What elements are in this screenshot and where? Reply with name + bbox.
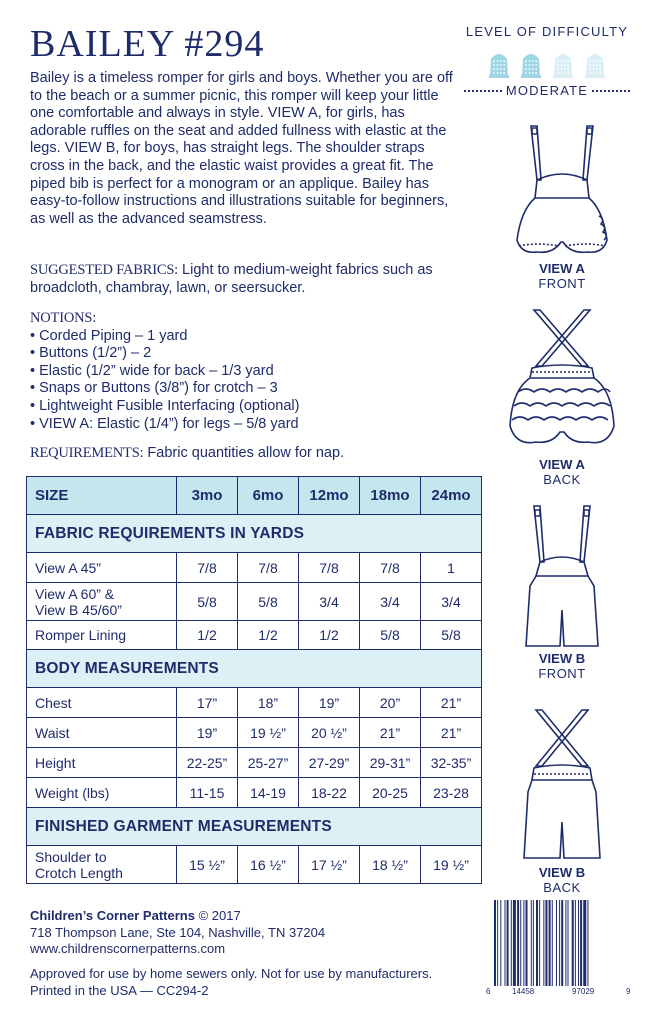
size-header: 3mo [177, 477, 238, 515]
size-header: 18mo [360, 477, 421, 515]
table-cell: 17 ½” [299, 846, 360, 884]
notion-item: • VIEW A: Elastic (1/4”) for legs – 5/8 yard [30, 416, 460, 434]
barcode-bar [517, 900, 519, 986]
view-b-front [492, 500, 632, 681]
table-cell: 19” [299, 688, 360, 718]
view-side: FRONT [538, 276, 586, 291]
row-label: Height [27, 748, 177, 778]
table-cell: 21” [360, 718, 421, 748]
barcode-bar [505, 900, 506, 986]
table-cell: 16 ½” [238, 846, 299, 884]
table-cell: 3/4 [360, 583, 421, 621]
finished-section-title: FINISHED GARMENT MEASUREMENTS [27, 808, 482, 846]
table-cell: 14-19 [238, 778, 299, 808]
barcode-bar [511, 900, 512, 986]
romper-view-b-front-illustration [512, 500, 612, 650]
table-cell: 11-15 [177, 778, 238, 808]
printed-note: Printed in the USA — CC294-2 [30, 982, 209, 998]
website: www.childrenscornerpatterns.com [30, 941, 226, 956]
table-row [27, 748, 482, 778]
barcode-bar [494, 900, 496, 986]
row-label-line: View B 45/60” [35, 601, 122, 618]
requirements-note [30, 445, 460, 463]
barcode-bar [526, 900, 528, 986]
difficulty-rating: MODERATE [505, 83, 589, 98]
notion-item: • Elastic (1/2” wide for back – 1/3 yard [30, 363, 460, 381]
barcode-bar [578, 900, 579, 986]
notion-item: • Snaps or Buttons (3/8”) for crotch – 3 [30, 380, 460, 398]
thimble-icon [550, 49, 576, 79]
table-cell: 5/8 [238, 583, 299, 621]
row-label: Chest [27, 688, 177, 718]
barcode-bar [575, 900, 576, 986]
barcode-bar [556, 900, 557, 986]
table-cell: 7/8 [238, 553, 299, 583]
suggested-fabrics [30, 262, 460, 297]
difficulty-rating-row [464, 83, 630, 98]
pattern-description: Bailey is a timeless romper for girls and boys. Whether you are off to the beach or a summer picnic, this romper will keep your little one comfortable and always in style. VIEW A, for girls, has adorable ruffles on the seat and added fullness with elastic at the legs. VIEW B, for boys, has straight legs. The shoulder straps cross in the back, and the elastic waist provides a great fit. The piped bib is perfect for a monogram or an applique. Bailey has easy-to-follow instructions and illustrations suitable for beginners, as well as the advanced seamstress. [30, 70, 453, 227]
section-row [27, 808, 482, 846]
table-cell: 32-35” [421, 748, 482, 778]
barcode-digits: 14458 [512, 987, 535, 996]
table-cell: 21” [421, 718, 482, 748]
table-row [27, 553, 482, 583]
view-b-back [492, 706, 632, 895]
fabric-section-title: FABRIC REQUIREMENTS IN YARDS [27, 515, 482, 553]
table-cell: 7/8 [177, 553, 238, 583]
romper-view-b-back-illustration [512, 706, 612, 864]
barcode-bar [520, 900, 521, 986]
table-cell: 18-22 [299, 778, 360, 808]
romper-view-a-back-illustration [502, 306, 622, 456]
table-cell: 20-25 [360, 778, 421, 808]
notions-section [30, 310, 460, 433]
view-a-front [492, 118, 632, 291]
table-cell: 18 ½” [360, 846, 421, 884]
row-label-line: Crotch Length [35, 864, 123, 881]
view-a-back [492, 306, 632, 487]
size-header: 12mo [299, 477, 360, 515]
table-cell: 19 ½” [421, 846, 482, 884]
table-cell: 17” [177, 688, 238, 718]
thimble-icon [582, 49, 608, 79]
table-cell: 3/4 [421, 583, 482, 621]
dotted-divider [464, 90, 502, 92]
barcode-bar [536, 900, 538, 986]
approval-note: Approved for use by home sewers only. Not for use by manufacturers. [30, 966, 433, 981]
table-row [27, 778, 482, 808]
barcode-bar [568, 900, 569, 986]
table-cell: 22-25” [177, 748, 238, 778]
address: 718 Thompson Lane, Ste 104, Nashville, TN 37204 [30, 924, 326, 940]
requirements-label: REQUIREMENTS: [30, 445, 144, 461]
barcode-bar [587, 900, 588, 986]
row-label: Weight (lbs) [27, 778, 177, 808]
thimble-icon [518, 49, 544, 79]
table-cell: 1/2 [238, 621, 299, 650]
view-side: BACK [543, 880, 581, 895]
thimble-icon [486, 49, 512, 79]
size-column-header: SIZE [27, 477, 177, 515]
fabrics-label: SUGGESTED FABRICS: [30, 262, 179, 278]
row-label: Romper Lining [27, 621, 177, 650]
table-cell: 5/8 [360, 621, 421, 650]
barcode-bar [559, 900, 560, 986]
barcode-bar [533, 900, 534, 986]
difficulty-thimbles [464, 49, 630, 79]
barcode-bar [539, 900, 540, 986]
barcode-bar [500, 900, 501, 986]
notion-item: • Corded Piping – 1 yard [30, 328, 460, 346]
table-cell: 1/2 [177, 621, 238, 650]
table-cell: 1 [421, 553, 482, 583]
barcode-digit: 9 [626, 987, 631, 996]
view-side: FRONT [538, 666, 586, 681]
table-cell: 1/2 [299, 621, 360, 650]
table-cell: 23-28 [421, 778, 482, 808]
notion-item: • Buttons (1/2”) – 2 [30, 345, 460, 363]
size-header: 24mo [421, 477, 482, 515]
view-label: VIEW B [538, 651, 586, 666]
view-label: VIEW B [538, 865, 586, 880]
table-cell: 7/8 [299, 553, 360, 583]
table-cell: 3/4 [299, 583, 360, 621]
copyright: © 2017 [194, 908, 241, 923]
table-cell: 15 ½” [177, 846, 238, 884]
barcode-bar [545, 900, 547, 986]
barcode-digit: 6 [486, 987, 491, 996]
dotted-divider [592, 90, 630, 92]
barcode [484, 896, 634, 1000]
barcode-bar [583, 900, 586, 986]
table-row [27, 621, 482, 650]
company-name: Children’s Corner Patterns [30, 908, 195, 923]
barcode-bar [552, 900, 553, 986]
copyright-line [30, 908, 325, 925]
row-label [27, 583, 177, 621]
row-label: View A 45” [27, 553, 177, 583]
notions-label: NOTIONS: [30, 310, 97, 326]
table-row [27, 583, 482, 621]
row-label: Waist [27, 718, 177, 748]
barcode-bar [531, 900, 532, 986]
table-cell: 5/8 [177, 583, 238, 621]
table-cell: 18” [238, 688, 299, 718]
row-label [27, 846, 177, 884]
barcode-bar [507, 900, 509, 986]
table-cell: 5/8 [421, 621, 482, 650]
view-label: VIEW A [539, 457, 585, 472]
table-cell: 7/8 [360, 553, 421, 583]
table-row [27, 718, 482, 748]
table-header-row [27, 477, 482, 515]
barcode-bar [543, 900, 544, 986]
romper-view-a-front-illustration [507, 118, 617, 260]
row-label-line: Shoulder to [35, 848, 107, 865]
table-cell: 20 ½” [299, 718, 360, 748]
barcode-bar [561, 900, 563, 986]
section-row [27, 650, 482, 688]
body-section-title: BODY MEASUREMENTS [27, 650, 482, 688]
notions-list [30, 328, 460, 434]
pattern-title: BAILEY #294 [30, 23, 265, 65]
barcode-bar [580, 900, 582, 986]
table-cell: 21” [421, 688, 482, 718]
difficulty-panel [464, 24, 630, 98]
section-row [27, 515, 482, 553]
requirements-text: Fabric quantities allow for nap. [143, 445, 345, 461]
table-cell: 25-27” [238, 748, 299, 778]
table-cell: 19” [177, 718, 238, 748]
table-cell: 27-29” [299, 748, 360, 778]
table-cell: 19 ½” [238, 718, 299, 748]
publisher-info [30, 908, 325, 958]
barcode-bar [497, 900, 498, 986]
row-label-line: View A 60” & [35, 585, 115, 602]
notion-item: • Lightweight Fusible Interfacing (optional) [30, 398, 460, 416]
fabrics-text: Light to medium-weight fabrics such as broadcloth, chambray, lawn, or seersucker. [30, 262, 433, 296]
barcode-bar [549, 900, 551, 986]
difficulty-title: LEVEL OF DIFFICULTY [465, 24, 629, 39]
barcode-digits: 97029 [572, 987, 595, 996]
table-cell: 20” [360, 688, 421, 718]
barcode-bar [572, 900, 574, 986]
barcode-bar [513, 900, 516, 986]
size-header: 6mo [238, 477, 299, 515]
table-cell: 29-31” [360, 748, 421, 778]
table-row [27, 846, 482, 884]
view-label: VIEW A [539, 261, 585, 276]
table-row [27, 688, 482, 718]
size-chart-table [26, 476, 482, 884]
barcode-bar [565, 900, 566, 986]
view-side: BACK [543, 472, 581, 487]
legal-info [30, 966, 432, 999]
barcode-bar [523, 900, 524, 986]
